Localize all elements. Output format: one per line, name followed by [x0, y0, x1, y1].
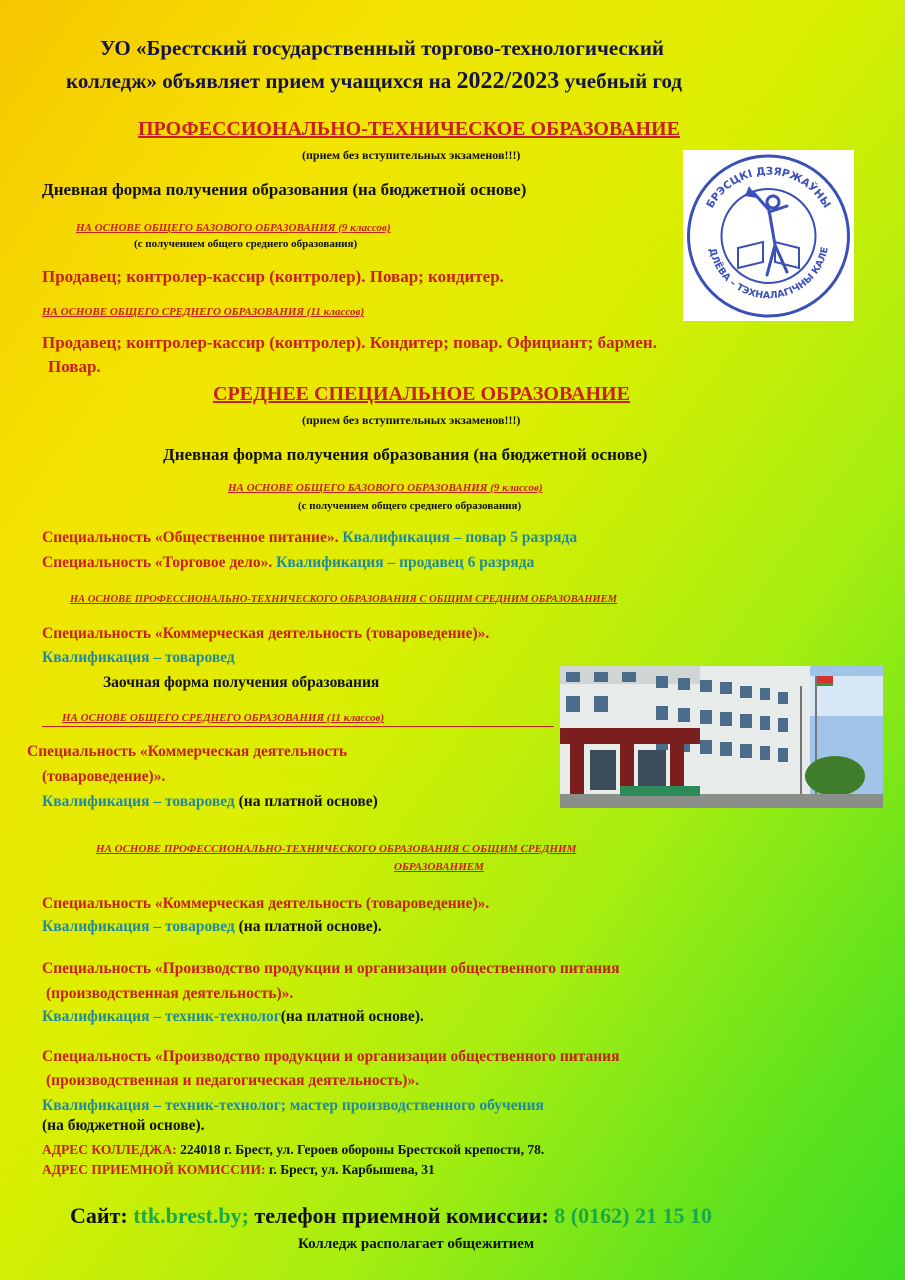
- site-label: Сайт:: [70, 1203, 134, 1228]
- header-text-b: учебный год: [559, 69, 682, 93]
- sse-budget7: (на бюджетной основе).: [42, 1117, 205, 1134]
- college-emblem-icon: [683, 150, 854, 321]
- sse-spec1: Специальность «Общественное питание».: [42, 529, 339, 546]
- sse-spec6-2: (производственная деятельность)».: [46, 985, 294, 1002]
- sse-pte2-heading-1: НА ОСНОВЕ ПРОФЕССИОНАЛЬНО-ТЕХНИЧЕСКОГО ОБРАЗОВАНИЯ С ОБЩИМ СРЕДНИМ: [96, 843, 577, 855]
- sse-spec2-line: [42, 554, 534, 572]
- sse-spec1-line: [42, 529, 577, 547]
- site-link[interactable]: ttk.brest.by;: [133, 1203, 249, 1228]
- sse-spec6-1: Специальность «Производство продукции и организации общественного питания: [42, 960, 620, 977]
- address-value: 224018 г. Брест, ул. Героев обороны Брестской крепости, 78.: [176, 1142, 545, 1157]
- sse-qual1: Квалификация – повар 5 разряда: [338, 529, 578, 546]
- sse-qual4-line: [42, 793, 378, 811]
- sse-title: СРЕДНЕЕ СПЕЦИАЛЬНОЕ ОБРАЗОВАНИЕ: [213, 383, 630, 405]
- site-phone-line: [70, 1203, 712, 1229]
- sse-pte2-heading-2: ОБРАЗОВАНИЕМ: [394, 861, 484, 873]
- pte-basic-heading: НА ОСНОВЕ ОБЩЕГО БАЗОВОГО ОБРАЗОВАНИЯ (9 классов): [76, 222, 391, 234]
- sse-note: (прием без вступительных экзаменов!!!): [302, 413, 521, 427]
- admission-value: г. Брест, ул. Карбышева, 31: [265, 1162, 435, 1177]
- sse-paid6: (на платной основе).: [280, 1008, 424, 1025]
- sse-form: Дневная форма получения образования (на бюджетной основе): [163, 445, 648, 464]
- sse-basic-heading: НА ОСНОВЕ ОБЩЕГО БАЗОВОГО ОБРАЗОВАНИЯ (9 классов): [228, 482, 543, 494]
- phone-number[interactable]: 8 (0162) 21 15 10: [554, 1203, 712, 1228]
- pte-secondary-jobs-2: Повар.: [48, 357, 101, 376]
- building-image-icon: [560, 666, 883, 808]
- sse-qual4: Квалификация – товаровед: [42, 793, 235, 810]
- pte-secondary-heading: НА ОСНОВЕ ОБЩЕГО СРЕДНЕГО ОБРАЗОВАНИЯ (11 классов): [42, 306, 365, 318]
- sse-sec-heading: НА ОСНОВЕ ОБЩЕГО СРЕДНЕГО ОБРАЗОВАНИЯ (11 классов): [62, 712, 385, 724]
- pte-secondary-jobs-1: Продавец; контролер-кассир (контролер). Кондитер; повар. Официант; бармен.: [42, 333, 657, 352]
- dormitory-note: Колледж располагает общежитием: [298, 1236, 535, 1252]
- sse-spec2: Специальность «Торговое дело».: [42, 554, 273, 571]
- college-building-photo: [560, 666, 883, 808]
- sse-spec4-b: Коммерческая деятельность: [147, 743, 348, 760]
- header-year: 2022/2023: [456, 68, 560, 94]
- sse-qual5: Квалификация – товаровед: [42, 918, 235, 935]
- pte-form: Дневная форма получения образования (на бюджетной основе): [42, 180, 527, 199]
- pte-basic-jobs: Продавец; контролер-кассир (контролер). Повар; кондитер.: [42, 267, 504, 286]
- sse-qual5-line: [42, 918, 382, 936]
- admission-label: АДРЕС ПРИЕМНОЙ КОМИССИИ:: [42, 1162, 266, 1177]
- college-logo: [683, 150, 854, 321]
- pte-basic-note: (с получением общего среднего образования): [134, 238, 358, 250]
- header-line-1: УО «Брестский государственный торгово-технологический: [100, 36, 665, 60]
- sse-basic-note: (с получением общего среднего образования): [298, 500, 522, 512]
- sse-qual6-line: [42, 1008, 424, 1026]
- sse-spec7-2: (производственная и педагогическая деятельность)».: [46, 1072, 420, 1089]
- sse-qual7: Квалификация – техник-технолог; мастер производственного обучения: [42, 1097, 544, 1114]
- sse-spec4-a: Специальность «: [27, 743, 148, 760]
- header-text-a: колледж» объявляет прием учащихся на: [66, 69, 457, 93]
- sse-spec5: Специальность «Коммерческая деятельность (товароведение)».: [42, 895, 490, 912]
- logo-text-bottom: ДЛЁВА – ТЭХНАЛАГІЧНЫ КАЛЕ: [706, 245, 831, 302]
- sse-correspondence: Заочная форма получения образования: [103, 674, 380, 691]
- address-label: АДРЕС КОЛЛЕДЖА:: [42, 1142, 177, 1157]
- logo-text-top: БРЭСЦКІ ДЗЯРЖАЎНЫ: [704, 165, 833, 211]
- admission-address: [42, 1162, 435, 1178]
- pte-note: (прием без вступительных экзаменов!!!): [302, 148, 521, 162]
- sse-spec7-1: Специальность «Производство продукции и организации общественного питания: [42, 1048, 620, 1065]
- sse-qual3: Квалификация – товаровед: [42, 649, 235, 666]
- sse-qual2: Квалификация – продавец 6 разряда: [272, 554, 535, 571]
- sse-spec4-line: [27, 743, 347, 761]
- sse-spec4-c: (товароведение)».: [42, 768, 166, 785]
- sse-sec-heading-rule: [42, 726, 554, 727]
- sse-spec3: Специальность «Коммерческая деятельность (товароведение)».: [42, 625, 490, 642]
- sse-paid4: (на платной основе): [234, 793, 378, 810]
- sse-pte-heading: НА ОСНОВЕ ПРОФЕССИОНАЛЬНО-ТЕХНИЧЕСКОГО ОБРАЗОВАНИЯ С ОБЩИМ СРЕДНИМ ОБРАЗОВАНИЕМ: [70, 594, 617, 605]
- pte-title: ПРОФЕССИОНАЛЬНО-ТЕХНИЧЕСКОЕ ОБРАЗОВАНИЕ: [138, 118, 680, 140]
- header-line-2: [66, 68, 682, 95]
- sse-qual6: Квалификация – техник-технолог: [42, 1008, 281, 1025]
- college-address: [42, 1142, 544, 1158]
- sse-paid5: (на платной основе).: [234, 918, 382, 935]
- phone-label: телефон приемной комиссии:: [248, 1203, 555, 1228]
